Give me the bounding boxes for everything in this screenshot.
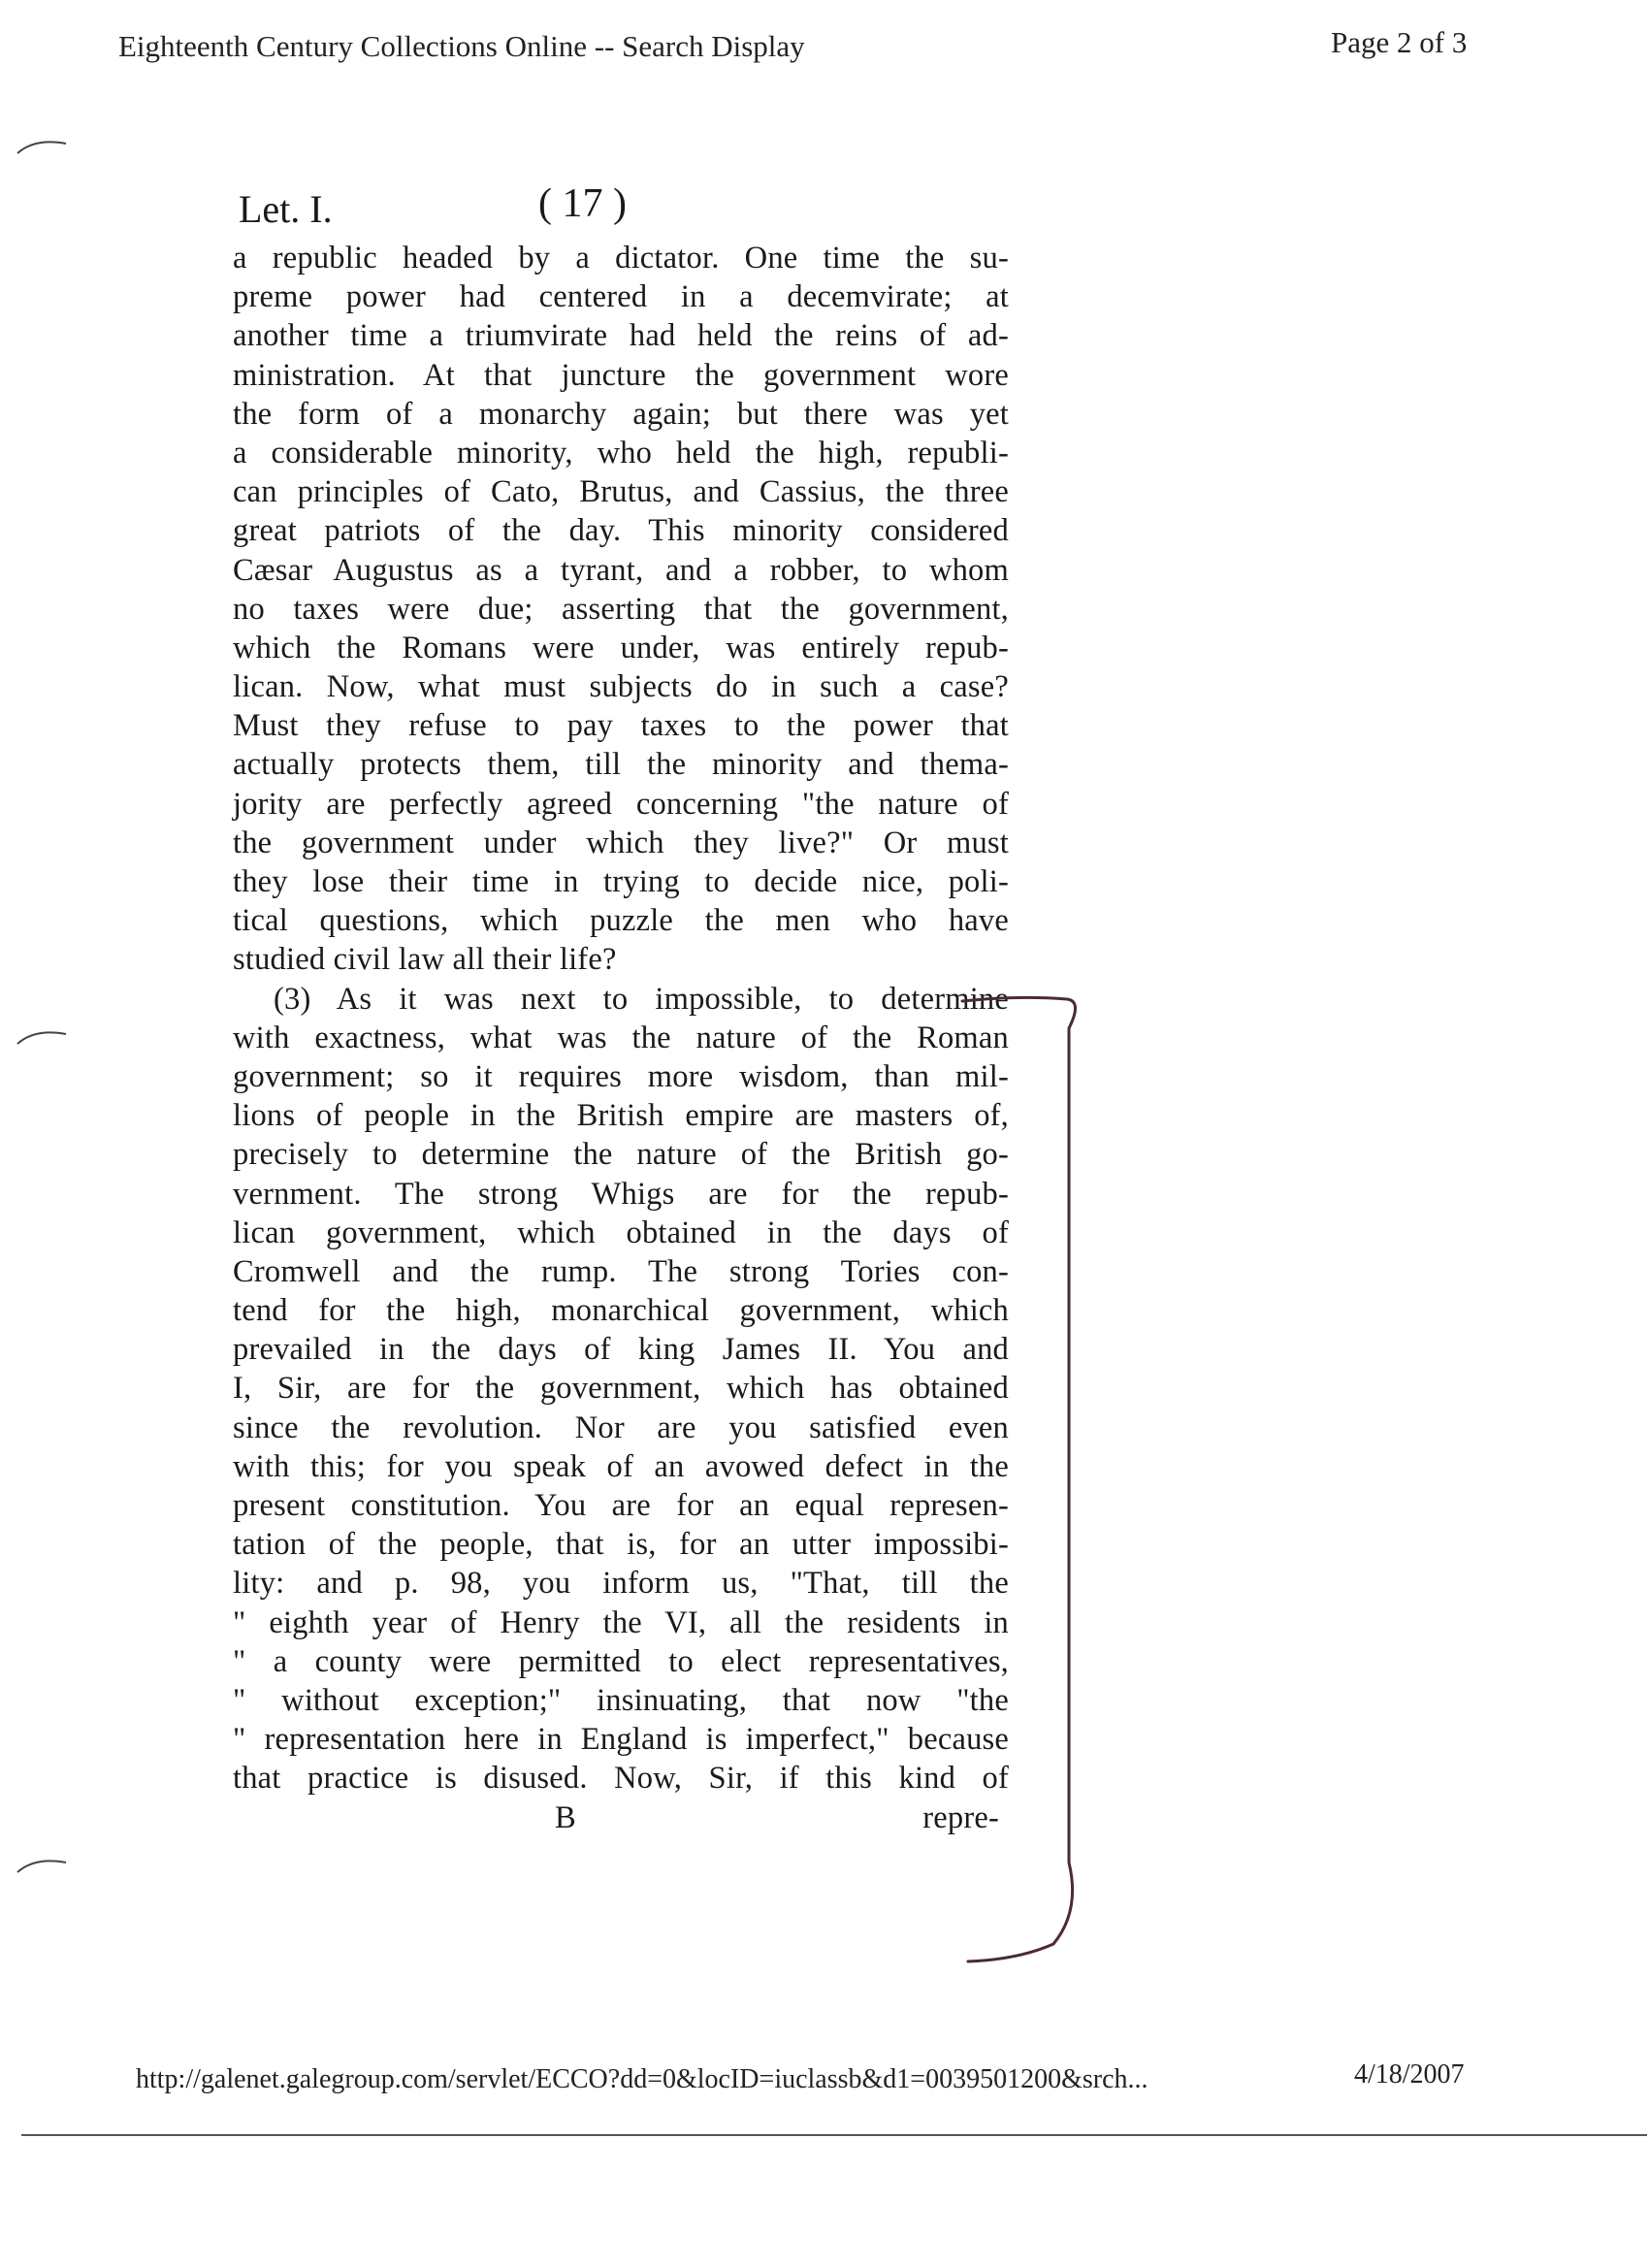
text-line: the form of a monarchy again; but there was yet [233,396,1009,432]
text-line: Must they refuse to pay taxes to the power that [233,708,1009,744]
book-page-number: ( 17 ) [538,181,627,226]
running-head [233,181,1009,239]
text-line: another time a triumvirate had held the reins of ad- [233,318,1009,354]
text-line: since the revolution. Nor are you satisfied even [233,1409,1009,1445]
text-line: government; so it requires more wisdom, than mil- [233,1058,1009,1094]
text-line: " without exception;" insinuating, that now "the [233,1682,1009,1718]
source-url: http://galenet.galegroup.com/servlet/ECCO?dd=0&locID=iuclassb&d1=0039501200&srch... [136,2064,1148,2094]
scanned-page [233,181,1009,1837]
margin-scan-mark [14,1021,72,1050]
signature-line [233,1798,1009,1837]
text-line: with exactness, what was the nature of the Roman [233,1020,1009,1055]
text-line: " eighth year of Henry the VI, all the residents in [233,1604,1009,1640]
letter-number: Let. I. [239,187,333,231]
text-line: tical questions, which puzzle the men who have [233,903,1009,939]
margin-scan-mark [14,1849,72,1878]
text-line: they lose their time in trying to decide nice, poli- [233,864,1009,899]
catchword: repre- [922,1799,999,1835]
signature-mark: B [555,1799,576,1835]
text-line: with this; for you speak of an avowed defect in the [233,1448,1009,1484]
print-date: 4/18/2007 [1354,2059,1465,2090]
margin-scan-mark [14,130,72,159]
body-text [233,239,1009,1837]
text-line: present constitution. You are for an equal represen- [233,1488,1009,1523]
text-line: " representation here in England is imperfect," because [233,1722,1009,1758]
text-line: lican government, which obtained in the days of [233,1215,1009,1250]
text-line: the government under which they live?" Or must [233,825,1009,860]
text-line: lions of people in the British empire are masters of, [233,1098,1009,1134]
text-line: " a county were permitted to elect representatives, [233,1643,1009,1679]
text-line: great patriots of the day. This minority considered [233,513,1009,549]
text-line: which the Romans were under, was entirely repub- [233,630,1009,665]
text-line: Cæsar Augustus as a tyrant, and a robber, to whom [233,552,1009,588]
text-line: that practice is disused. Now, Sir, if this kind of [233,1761,1009,1797]
text-line: ministration. At that juncture the government wore [233,357,1009,393]
text-line: no taxes were due; asserting that the government, [233,591,1009,627]
text-line: precisely to determine the nature of the British go- [233,1137,1009,1173]
page-count: Page 2 of 3 [1331,25,1468,59]
text-line: lican. Now, what must subjects do in such a case? [233,669,1009,705]
text-line: preme power had centered in a decemvirate; at [233,279,1009,315]
text-line: actually protects them, till the minority and thema- [233,747,1009,783]
page-header-title: Eighteenth Century Collections Online -- Search Display [118,29,805,63]
text-line: a republic headed by a dictator. One time the su- [233,241,1009,275]
text-line: lity: and p. 98, you inform us, "That, till the [233,1566,1009,1602]
text-line: tation of the people, that is, for an utter impossibi- [233,1527,1009,1563]
handwritten-bracket-mark [960,989,1135,1969]
text-line: jority are perfectly agreed concerning "the nature of [233,786,1009,822]
footer-divider [21,2134,1647,2136]
text-line: (3) As it was next to impossible, to determine [274,981,1009,1017]
text-line: vernment. The strong Whigs are for the repub- [233,1176,1009,1212]
text-line: tend for the high, monarchical government, which [233,1293,1009,1329]
text-line: can principles of Cato, Brutus, and Cassius, the three [233,474,1009,510]
text-line: studied civil law all their life? [233,942,617,978]
text-line: Cromwell and the rump. The strong Tories con- [233,1253,1009,1289]
text-line: a considerable minority, who held the high, republi- [233,435,1009,470]
text-line: I, Sir, are for the government, which has obtained [233,1371,1009,1407]
text-line: prevailed in the days of king James II. You and [233,1332,1009,1368]
